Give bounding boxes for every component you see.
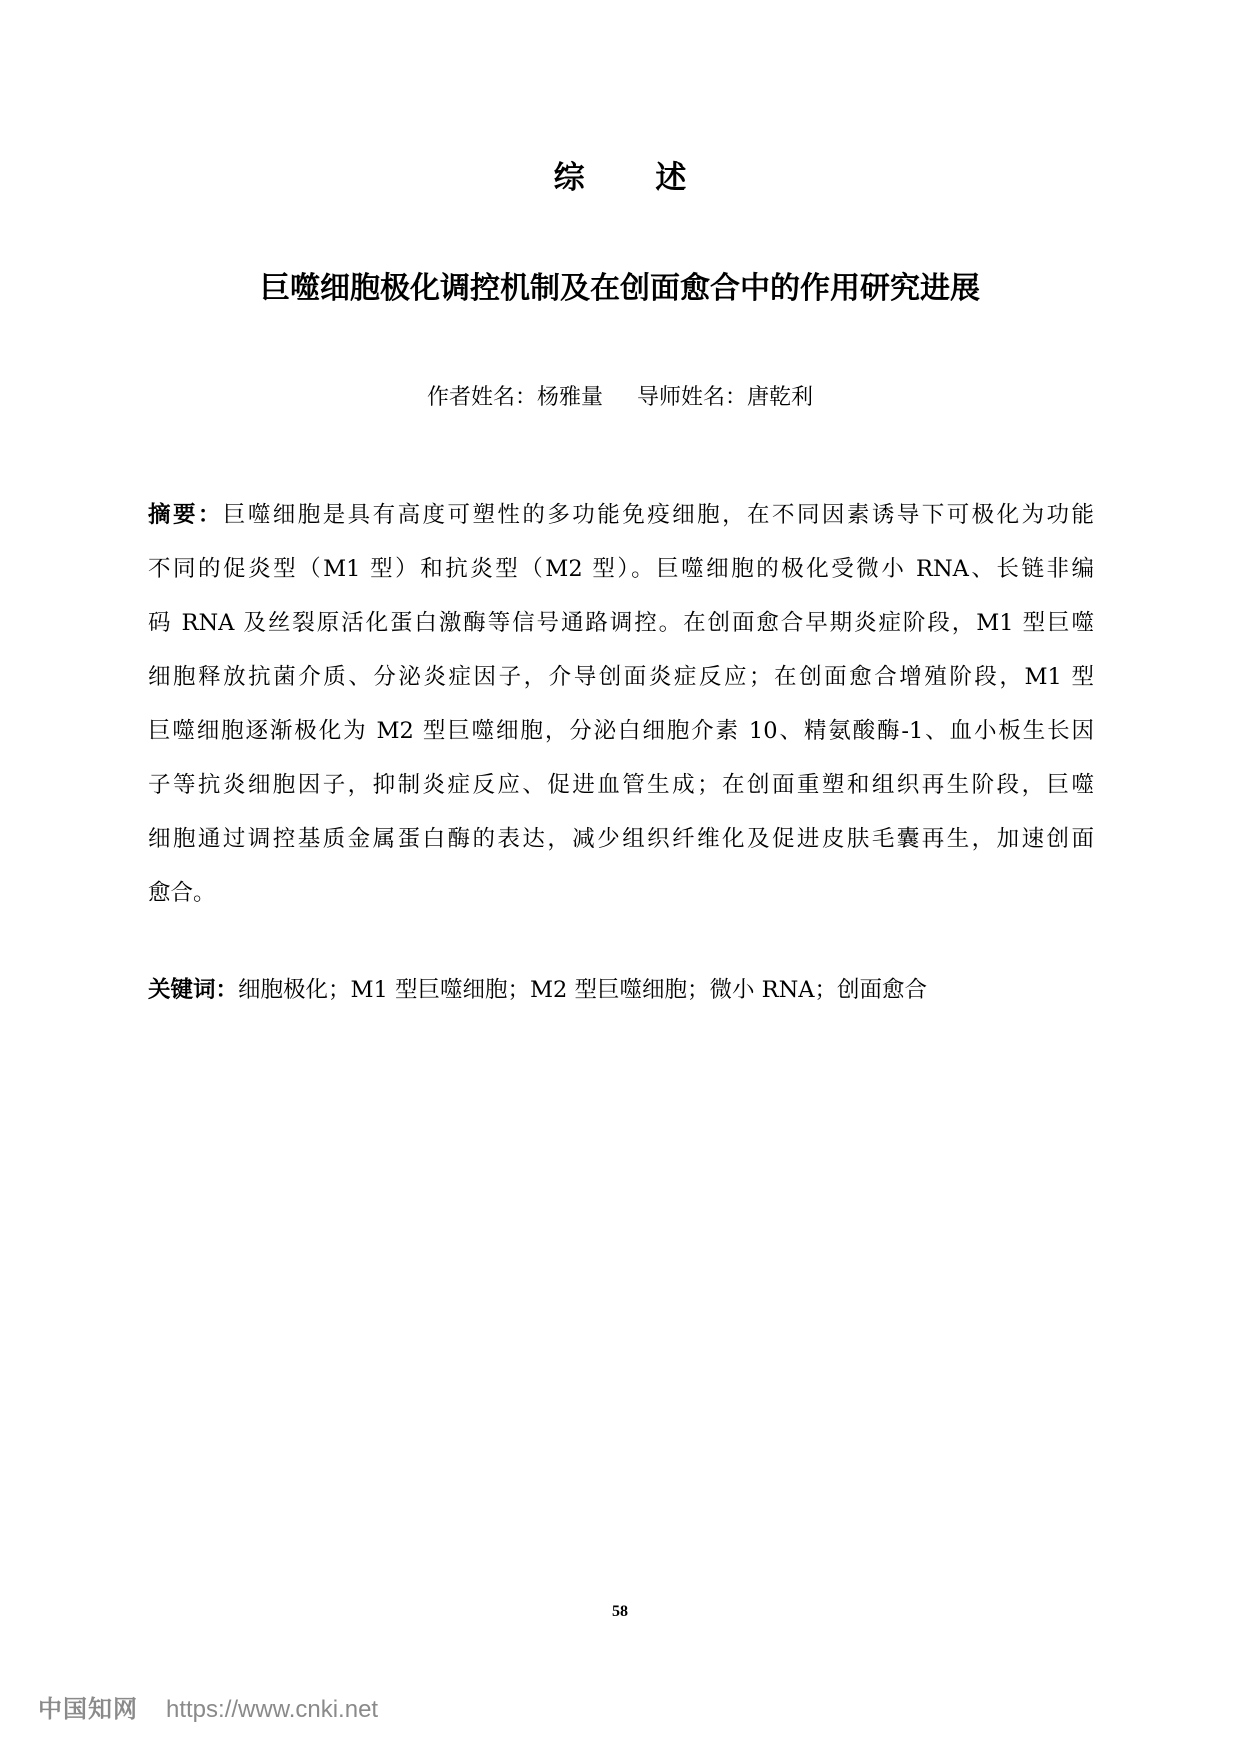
author-name: 作者姓名：杨雅量 (426, 385, 603, 410)
keywords-text: 细胞极化；M1 型巨噬细胞；M2 型巨噬细胞；微小 RNA；创面愈合 (238, 977, 928, 1003)
abstract-line: 细胞通过调控基质金属蛋白酶的表达，减少组织纤维化及促进皮肤毛囊再生，加速创面 (148, 826, 1094, 852)
abstract-line: 码 RNA 及丝裂原活化蛋白激酶等信号通路调控。在创面愈合早期炎症阶段，M1 型巨噬 (148, 610, 1094, 636)
paper-title: 巨噬细胞极化调控机制及在创面愈合中的作用研究进展 (260, 271, 980, 306)
abstract-line: 巨噬细胞逐渐极化为 M2 型巨噬细胞，分泌白细胞介素 10、精氨酸酶-1、血小板生长因 (148, 718, 1094, 744)
abstract-line (148, 488, 1094, 542)
cnki-watermark (38, 1693, 378, 1726)
abstract-label: 摘要： (148, 502, 223, 528)
abstract-line: 细胞释放抗菌介质、分泌炎症因子，介导创面炎症反应；在创面愈合增殖阶段，M1 型 (148, 664, 1094, 690)
keywords-label: 关键词： (148, 977, 239, 1003)
section-heading: 综 述 (553, 160, 717, 196)
cnki-url: https://www.cnki.net (166, 1696, 379, 1723)
abstract-line: 愈合。 (148, 880, 216, 906)
cnki-brand: 中国知网 (38, 1695, 138, 1723)
keywords-line (148, 970, 1094, 1010)
supervisor-name: 导师姓名：唐乾利 (637, 385, 814, 410)
abstract-line: 不同的促炎型（M1 型）和抗炎型（M2 型）。巨噬细胞的极化受微小 RNA、长链非编 (148, 556, 1094, 582)
author-line (0, 383, 1240, 413)
abstract-text: 巨噬细胞是具有高度可塑性的多功能免疫细胞，在不同因素诱导下可极化为功能 (222, 502, 1094, 528)
abstract-line: 子等抗炎细胞因子，抑制炎症反应、促进血管生成；在创面重塑和组织再生阶段，巨噬 (148, 772, 1094, 798)
page-number: 58 (612, 1603, 628, 1620)
abstract-block (148, 488, 1094, 920)
